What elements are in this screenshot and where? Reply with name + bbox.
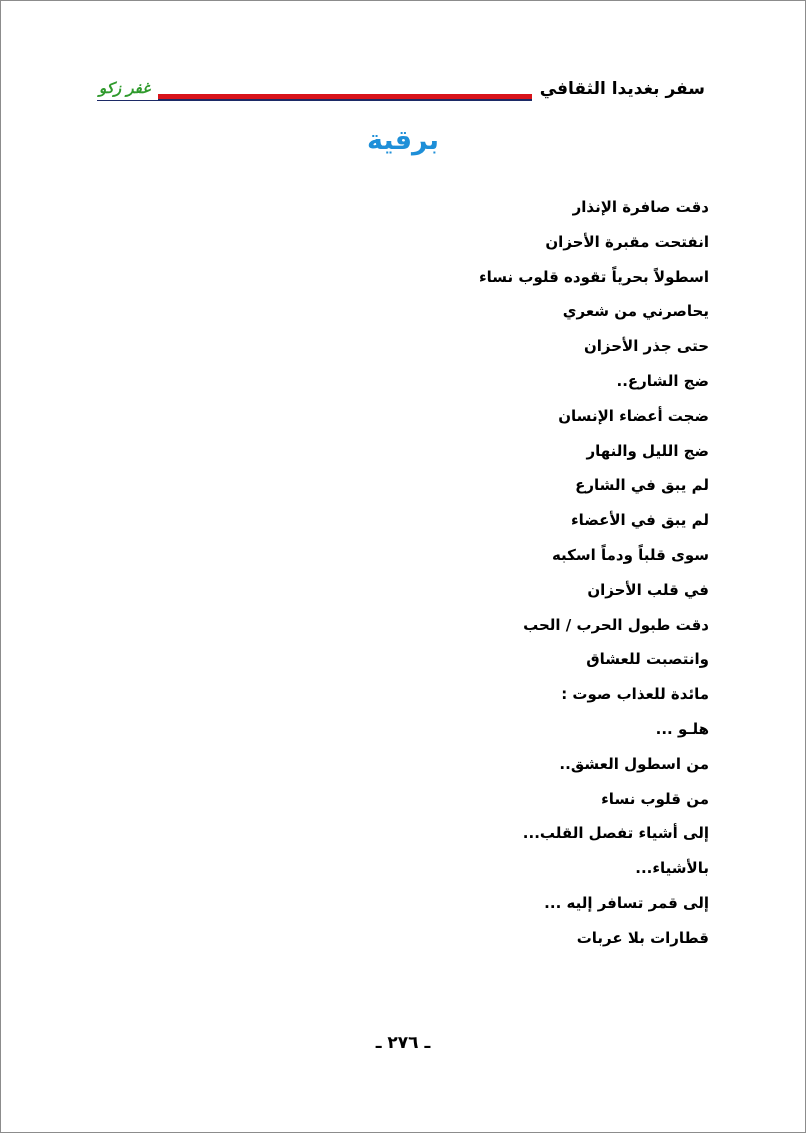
poem-line: مائدة للعذاب صوت : [561, 685, 709, 704]
poem-line: من اسطول العشق.. [559, 754, 709, 773]
page-number: ـ ٢٧٦ ـ [375, 1033, 431, 1053]
poem-line: ضج الشارع.. [616, 371, 709, 390]
poem-line: حتى جذر الأحزان [583, 337, 709, 356]
poem-line: سوى قلباً ودماً اسكبه [551, 545, 709, 564]
author-name: غفر زكو [97, 76, 158, 100]
running-header [97, 74, 709, 104]
poem-line: ضجت أعضاء الإنسان [558, 406, 709, 425]
poem-line: اسطولاً بحرياً تقوده قلوب نساء [478, 267, 709, 286]
poem-line: إلى أشياء تفصل القلب... [522, 824, 709, 843]
poem-line: هلـو ... [655, 719, 709, 738]
poem-line: دقت صافرة الإنذار [572, 198, 709, 216]
poem-line: من قلوب نساء [601, 789, 709, 808]
poem-line: قطارات بلا عربات [576, 928, 709, 947]
poem-body [479, 190, 709, 956]
poem-line: لم يبق في الأعضاء [571, 511, 709, 530]
poem-line: لم يبق في الشارع [575, 476, 709, 495]
poem-line: دقت طبول الحرب / الحب [523, 615, 709, 634]
poem-line: وانتصبت للعشاق [586, 650, 709, 669]
poem-line: في قلب الأحزان [587, 580, 709, 599]
poem-title: برقية [366, 125, 439, 156]
poem-line: ضج الليل والنهار [586, 441, 709, 460]
book-title: سفر بغديدا الثقافي [532, 76, 709, 102]
poem-line: إلى قمر تسافر إليه ... [544, 893, 709, 912]
poem-line: يحاصرني من شعري [562, 302, 709, 321]
poem-line: بالأشياء... [635, 859, 709, 878]
poem-line: انفتحت مقبرة الأحزان [545, 232, 709, 251]
